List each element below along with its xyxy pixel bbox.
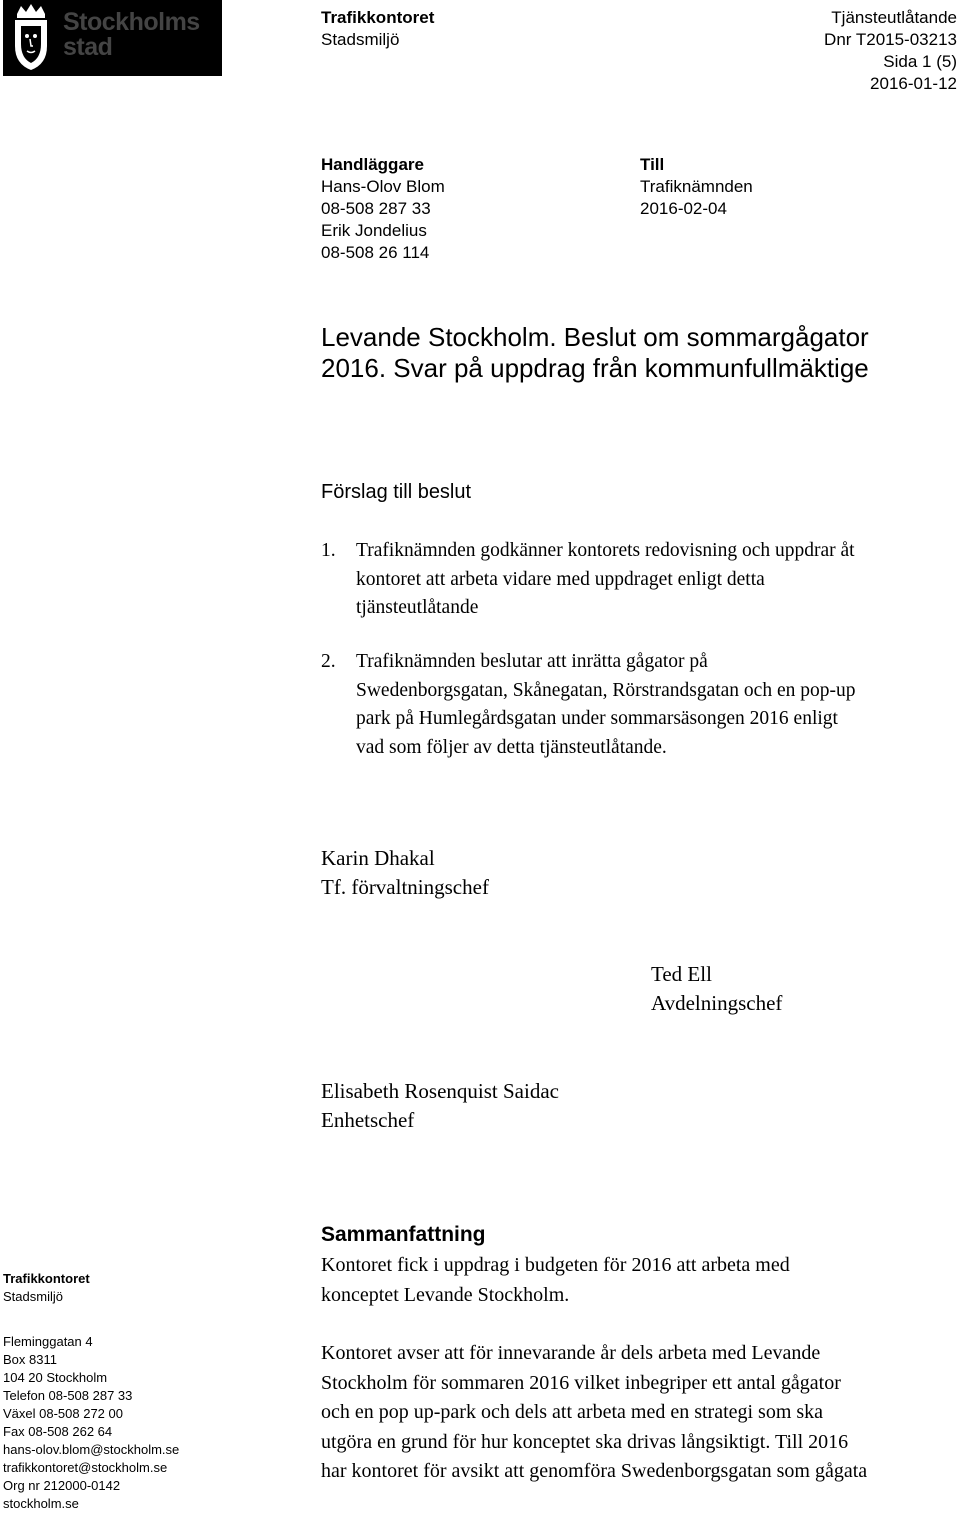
signature-block bbox=[321, 1077, 559, 1135]
crown-head-emblem-icon bbox=[3, 0, 63, 76]
item-line: Trafiknämnden godkänner kontorets redovisning och uppdrar åt bbox=[356, 540, 855, 561]
signature-block bbox=[321, 844, 489, 902]
footer-email-link[interactable]: trafikkontoret@stockholm.se bbox=[3, 1460, 168, 1475]
signature-role: Enhetschef bbox=[321, 1108, 415, 1132]
proposal-heading: Förslag till beslut bbox=[321, 481, 472, 503]
footer-line: 104 20 Stockholm bbox=[3, 1370, 108, 1385]
title-line: 2016. Svar på uppdrag från kommunfullmäktige bbox=[321, 353, 869, 383]
paragraph-line: har kontoret för avsikt att genomföra Swedenborgsgatan som gågata bbox=[321, 1460, 868, 1482]
footer-org: Trafikkontoret bbox=[3, 1271, 90, 1286]
logo-wordmark-line1: Stockholms bbox=[63, 8, 200, 36]
header-doc-type: Tjänsteutlåtande bbox=[831, 8, 957, 27]
footer-line: Fleminggatan 4 bbox=[3, 1334, 93, 1349]
handlaggare-line: Hans-Olov Blom bbox=[321, 177, 445, 196]
header-org: Trafikkontoret bbox=[321, 8, 435, 27]
footer-website-link[interactable]: stockholm.se bbox=[3, 1496, 79, 1511]
item-line: vad som följer av detta tjänsteutlåtande. bbox=[356, 736, 667, 758]
footer-unit: Stadsmiljö bbox=[3, 1289, 63, 1304]
footer-line: Box 8311 bbox=[3, 1352, 57, 1367]
handlaggare-line: Erik Jondelius bbox=[321, 221, 427, 240]
signature-name: Elisabeth Rosenquist Saidac bbox=[321, 1079, 559, 1103]
summary-paragraph bbox=[321, 1339, 960, 1487]
item-line: kontoret att arbeta vidare med uppdraget enligt detta bbox=[356, 568, 765, 590]
header-unit: Stadsmiljö bbox=[321, 30, 400, 49]
header-dnr: Dnr T2015-03213 bbox=[824, 30, 957, 49]
summary-heading: Sammanfattning bbox=[321, 1223, 486, 1246]
paragraph-line: konceptet Levande Stockholm. bbox=[321, 1283, 570, 1306]
signature-role: Tf. förvaltningschef bbox=[321, 875, 489, 899]
summary-paragraph bbox=[321, 1251, 960, 1310]
signature-block bbox=[651, 960, 782, 1018]
header-date: 2016-01-12 bbox=[870, 74, 957, 93]
item-line: Swedenborgsgatan, Skånegatan, Rörstrandsgatan och en pop-up bbox=[356, 679, 856, 701]
header-org-block bbox=[321, 7, 434, 51]
signature-name: Karin Dhakal bbox=[321, 846, 435, 870]
item-number: 2. bbox=[321, 651, 336, 672]
item-line: park på Humlegårdsgatan under sommarsäsongen 2016 enligt bbox=[356, 708, 838, 729]
footer-line: Fax 08-508 262 64 bbox=[3, 1424, 113, 1439]
paragraph-line: Stockholm för sommaren 2016 vilket inbegriper ett antal gågator bbox=[321, 1371, 841, 1394]
title-line: Levande Stockholm. Beslut om sommargågator bbox=[321, 322, 869, 352]
handlaggare-label: Handläggare bbox=[321, 155, 424, 174]
till-line: Trafiknämnden bbox=[640, 177, 753, 196]
document-title bbox=[321, 322, 869, 384]
paragraph-line: Kontoret fick i uppdrag i budgeten för 2016 att arbeta med bbox=[321, 1254, 790, 1276]
till-line: 2016-02-04 bbox=[640, 199, 727, 218]
footer-contact bbox=[3, 1270, 243, 1513]
item-line: tjänsteutlåtande bbox=[356, 597, 479, 618]
footer-line: Org nr 212000-0142 bbox=[3, 1478, 121, 1493]
header-page: Sida 1 (5) bbox=[883, 52, 957, 71]
handlaggare-line: 08-508 26 114 bbox=[321, 243, 430, 262]
logo-wordmark-line2: stad bbox=[63, 33, 113, 61]
footer-line: Växel 08-508 272 00 bbox=[3, 1406, 123, 1421]
stockholm-logo bbox=[3, 0, 222, 76]
item-line: Trafiknämnden beslutar att inrätta gågator på bbox=[356, 651, 708, 672]
handlaggare-line: 08-508 287 33 bbox=[321, 199, 431, 218]
signature-role: Avdelningschef bbox=[651, 991, 783, 1015]
till-label: Till bbox=[640, 155, 665, 174]
paragraph-line: och en pop up-park och dels att arbeta med en strategi som ska bbox=[321, 1401, 824, 1423]
footer-line: Telefon 08-508 287 33 bbox=[3, 1388, 133, 1403]
handlaggare-block bbox=[321, 154, 445, 264]
proposal-item bbox=[321, 537, 960, 627]
paragraph-line: utgöra en grund för hur konceptet ska drivas långsiktigt. Till 2016 bbox=[321, 1430, 849, 1453]
signature-name: Ted Ell bbox=[651, 962, 712, 986]
item-number: 1. bbox=[321, 540, 336, 561]
proposal-item bbox=[321, 648, 960, 768]
paragraph-line: Kontoret avser att för innevarande år dels arbeta med Levande bbox=[321, 1342, 821, 1364]
till-block bbox=[640, 154, 753, 220]
footer-email-link[interactable]: hans-olov.blom@stockholm.se bbox=[3, 1442, 180, 1457]
header-doc-block bbox=[824, 7, 957, 95]
